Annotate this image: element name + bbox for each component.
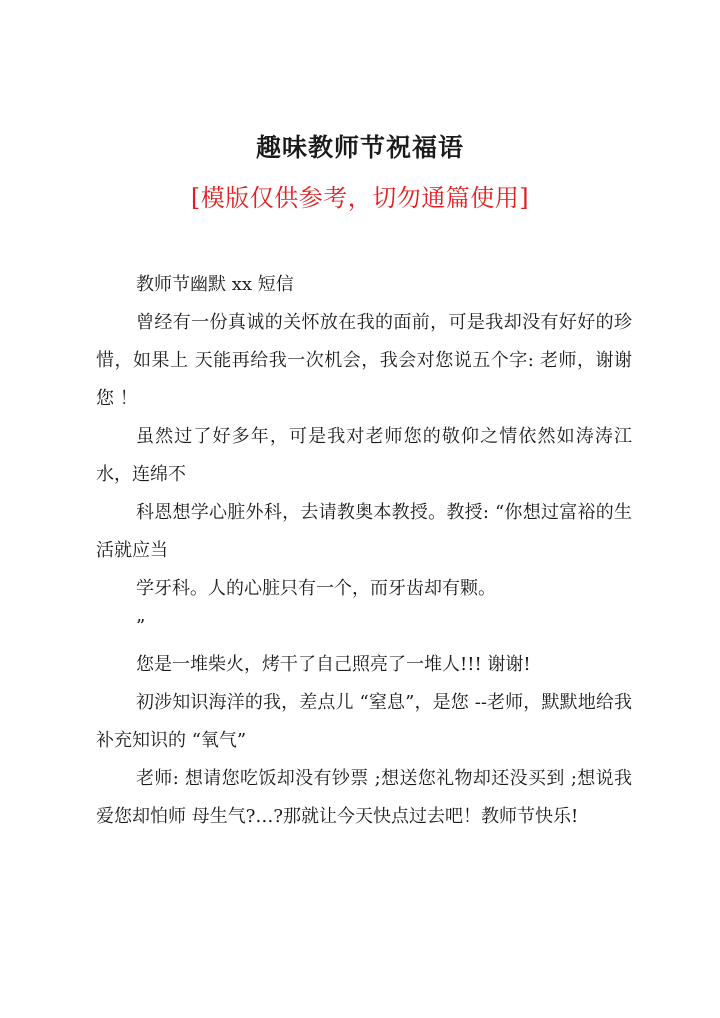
paragraph: 虽然过了好多年，可是我对老师您的敬仰之情依然如涛涛江水，连绵不 — [96, 426, 632, 485]
paragraph: 学牙科。人的心脏只有一个，而牙齿却有颗。 — [136, 578, 496, 599]
paragraph-heading: 教师节幽默 xx 短信 — [136, 274, 294, 295]
paragraph: 科恩想学心脏外科，去请教奥本教授。教授: “你想过富裕的生活就应当 — [96, 502, 632, 561]
template-notice: [模版仅供参考，切勿通篇使用] — [190, 184, 530, 212]
document-body — [96, 266, 632, 836]
paragraph: 曾经有一份真诚的关怀放在我的面前，可是我却没有好好的珍惜，如果上 天能再给我一次机会，我会对您说五个字: 老师，谢谢您 ！ — [96, 312, 632, 409]
paragraph: ” — [136, 616, 146, 637]
paragraph: 您是一堆柴火，烤干了自己照亮了一堆人!!! 谢谢! — [136, 654, 531, 675]
document-title: 趣味教师节祝福语 — [255, 133, 464, 162]
paragraph: 老师: 想请您吃饭却没有钞票 ;想送您礼物却还没买到 ;想说我爱您却怕师 母生气?…?那就让今天快点过去吧！教师节快乐! — [96, 768, 632, 827]
paragraph: 初涉知识海洋的我，差点儿 “窒息”，是您 --老师，默默地给我补充知识的 “氧气” — [96, 692, 632, 751]
